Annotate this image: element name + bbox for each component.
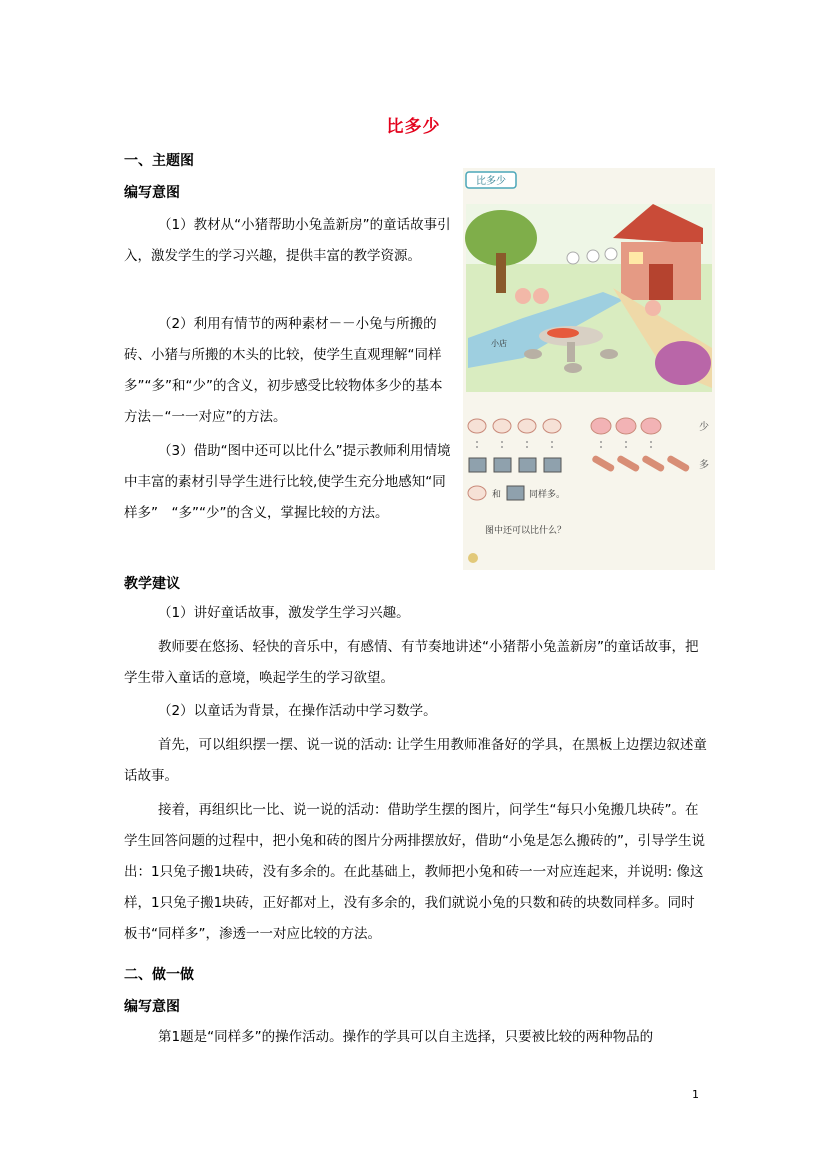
- section-heading-practice: 二、做一做: [124, 967, 194, 983]
- intent-para-3: （3）借助“图中还可以比什么”提示教师利用情境中丰富的素材引导学生进行比较,使学生充分地感知“同样多” “多”“少”的含义，掌握比较的方法。: [124, 443, 451, 521]
- pig-icon: [616, 418, 636, 434]
- intent-para-1: （1）教材从“小猪帮助小兔盖新房”的童话故事引入，激发学生的学习兴趣，提供丰富的教学资源。: [124, 217, 451, 264]
- rabbit-icon: [493, 419, 511, 433]
- rabbit-icon: [468, 419, 486, 433]
- rabbit-icon: [543, 419, 561, 433]
- suggest-para-4: 首先，可以组织摆一摆、说一说的活动: 让学生用教师准备好的学具，在黑板上边摆边叙述童话故事。: [124, 737, 707, 784]
- label-same: 同样多。: [529, 490, 566, 500]
- suggest-para-2: 教师要在悠扬、轻快的音乐中，有感情、有节奏地讲述“小猪帮小兔盖新房”的童话故事，把学生带入童话的意境，唤起学生的学习欲望。: [124, 639, 699, 686]
- scene-illustration: [465, 204, 712, 392]
- brick-icon: [507, 486, 524, 500]
- suggest-para-1: （1）讲好童话故事，激发学生学习兴趣。: [158, 605, 410, 621]
- practice-para-1: 第1题是“同样多”的操作活动。操作的学具可以自主选择，只要被比较的两种物品的: [158, 1029, 654, 1045]
- pig-icon: [591, 418, 611, 434]
- intent-heading-2: 编写意图: [124, 999, 180, 1015]
- figure-tag: 比多少: [476, 176, 506, 187]
- label-less: 少: [699, 422, 709, 433]
- pig-icon: [641, 418, 661, 434]
- intent-para-2: （2）利用有情节的两种素材－－小兔与所搬的砖、小猪与所搬的木头的比较，使学生直观理解“同样多”“多”和“少”的含义，初步感受比较物体多少的基本方法－“一一对应”的方法。: [124, 316, 443, 425]
- suggest-heading: 教学建议: [124, 576, 180, 592]
- suggest-para-3: （2）以童话为背景，在操作活动中学习数学。: [158, 703, 437, 719]
- page-number: 1: [692, 1088, 699, 1101]
- rabbit-icon: [518, 419, 536, 433]
- suggest-para-5: 接着，再组织比一比、说一说的活动：借助学生摆的图片，问学生“每只小兔搬几块砖”。在学生回答问题的过程中，把小兔和砖的图片分两排摆放好，借助“小兔是怎么搬砖的”，引导学生说出：1只兔子搬1块砖，没有多余的。在此基础上，教师把小兔和砖一一对应连起来，并说明: 像这样，1只兔子搬1块砖，正好都对上，没有多余的，我们就说小兔的只数和砖的块数同样多。同时板书“同样多”，渗透一一对应比较的方法。: [124, 802, 705, 942]
- brick-icon: [494, 458, 511, 472]
- section-heading-theme: 一、主题图: [124, 153, 194, 169]
- textbook-illustration: [463, 168, 715, 570]
- shop-sign: 小店: [491, 339, 507, 348]
- brick-icon: [469, 458, 486, 472]
- rabbit-icon: [468, 486, 486, 500]
- brick-icon: [519, 458, 536, 472]
- label-and: 和: [492, 490, 502, 500]
- intent-heading: 编写意图: [124, 185, 180, 201]
- page-title: 比多少: [386, 117, 441, 137]
- pig-row: [591, 418, 661, 434]
- label-more: 多: [699, 460, 709, 471]
- figure-question: 图中还可以比什么？: [485, 526, 567, 536]
- brick-icon: [544, 458, 561, 472]
